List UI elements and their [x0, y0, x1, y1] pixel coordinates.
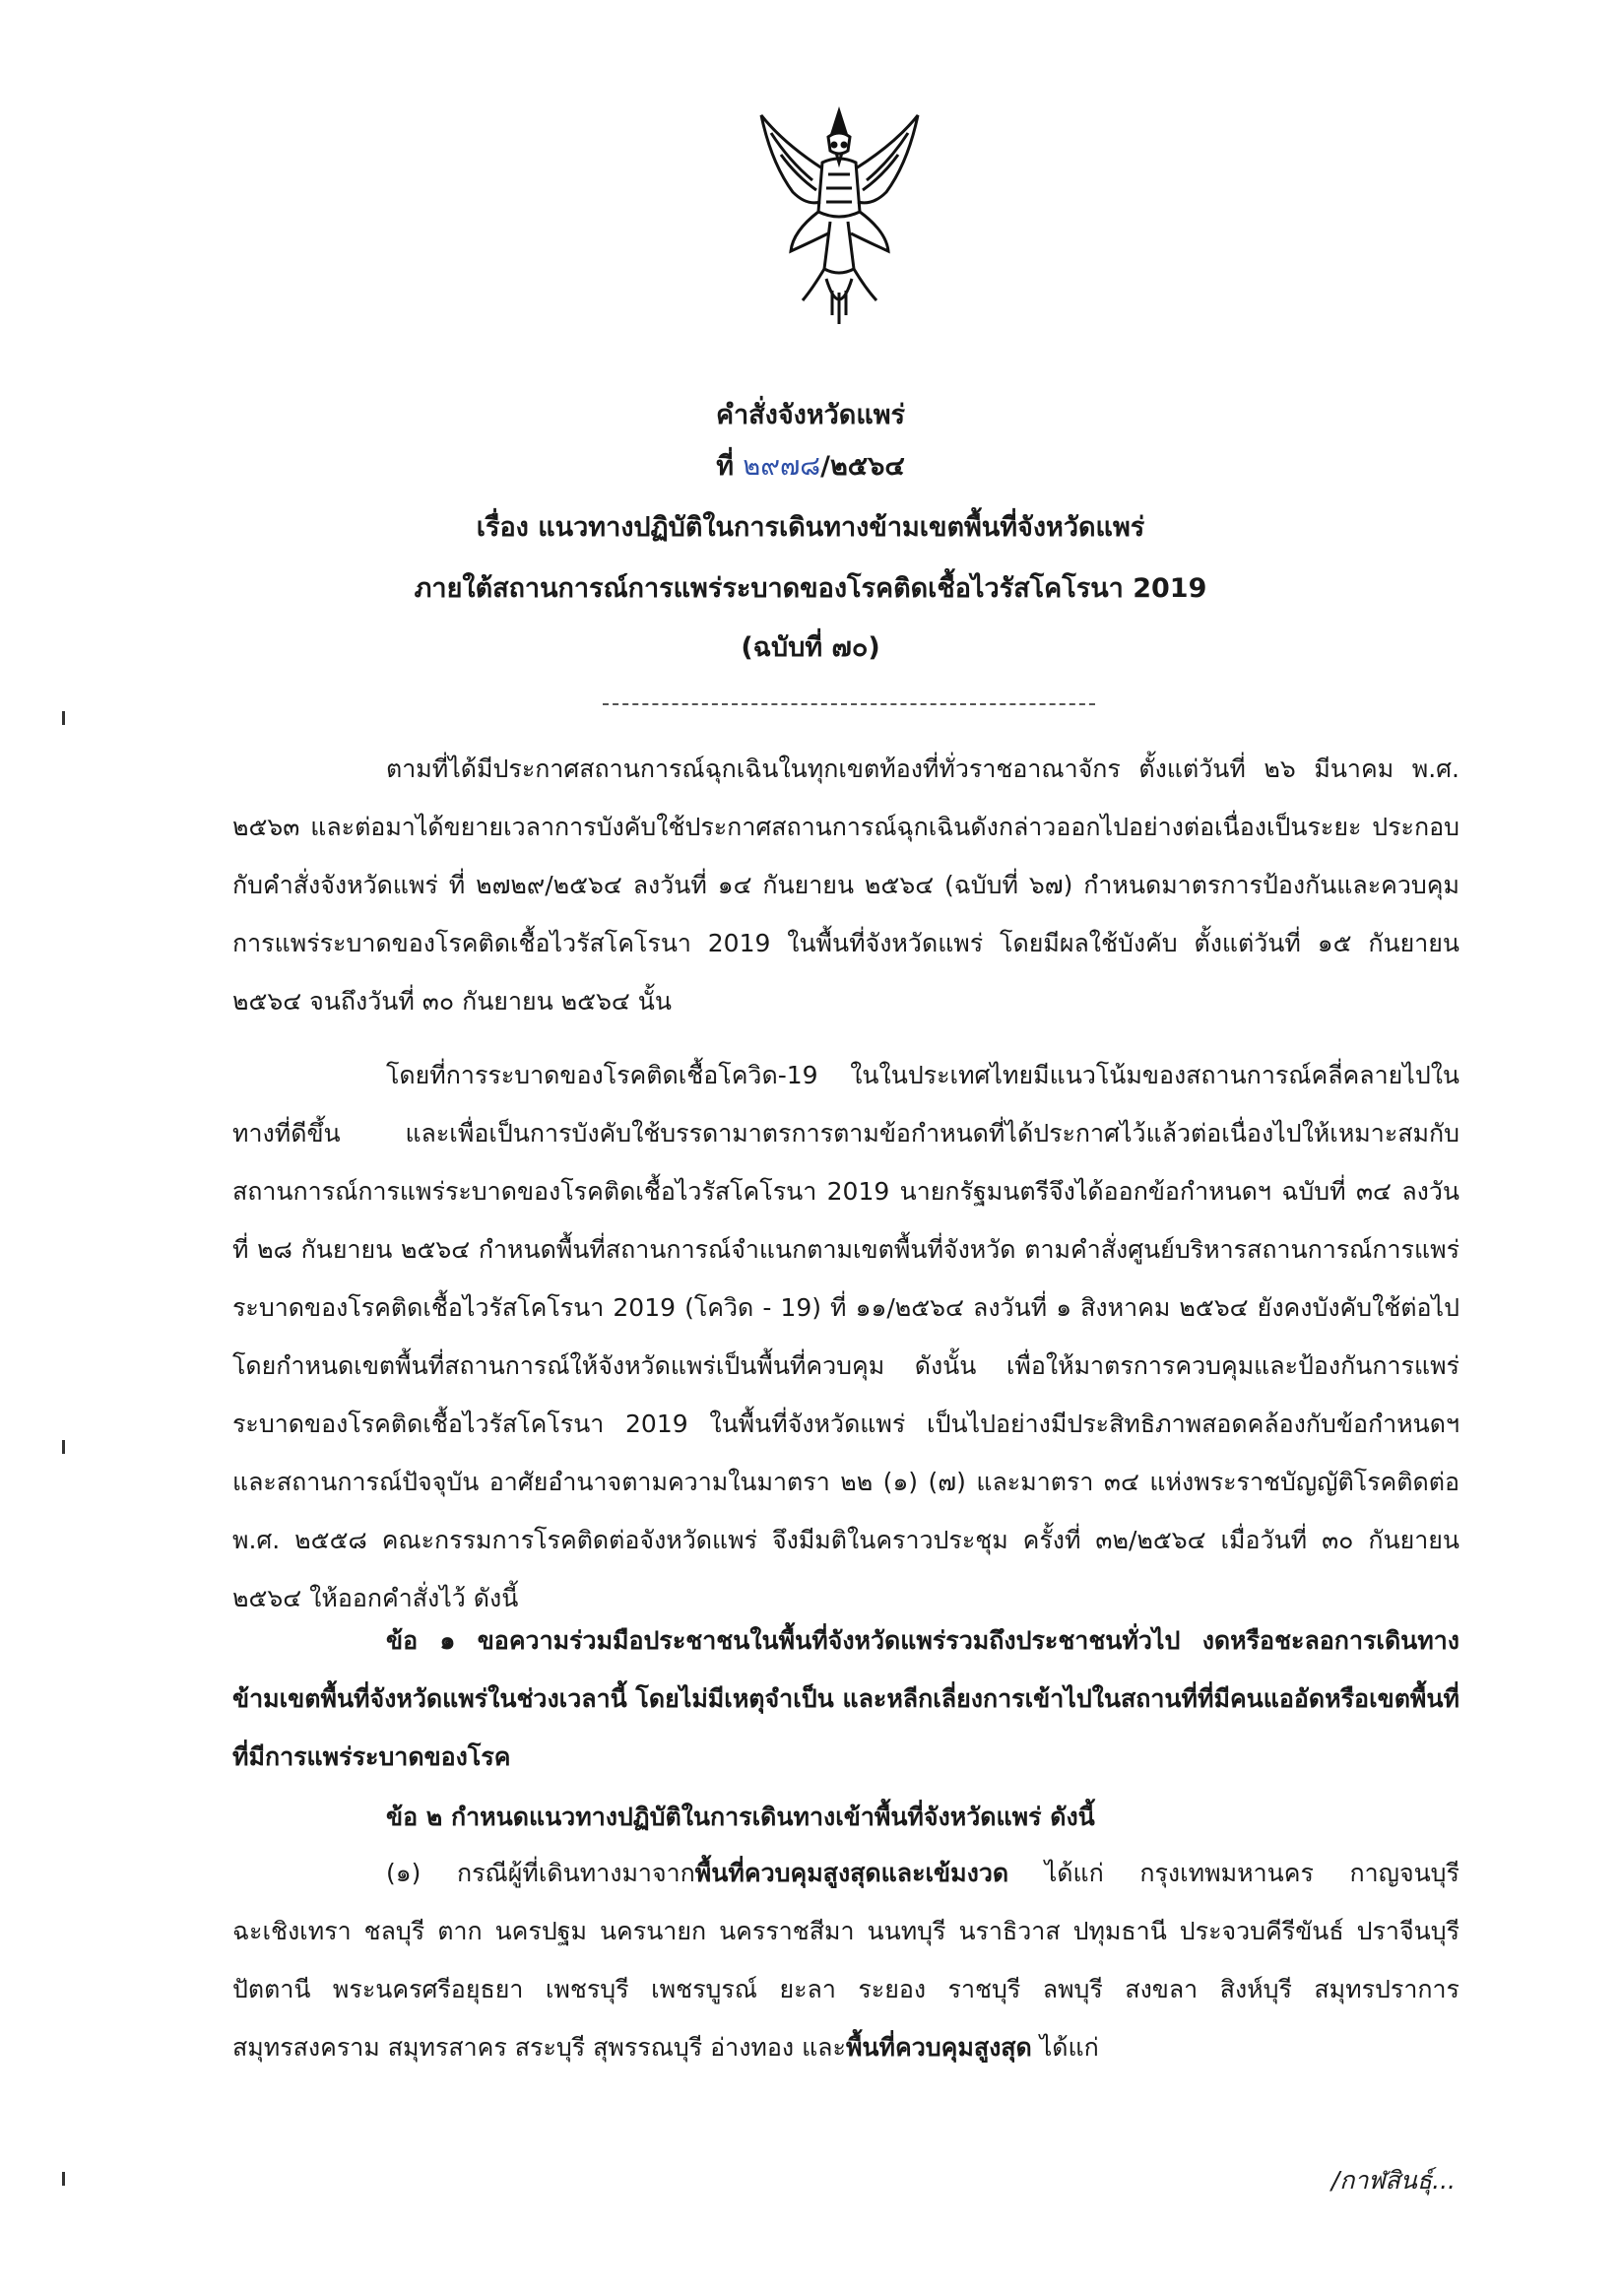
document-title: คำสั่งจังหวัดแพร่ [715, 400, 906, 430]
clause-2-item-1-text-d: พื้นที่ควบคุมสูงสุด [845, 2033, 1032, 2062]
clause-2-item-1-text-e: ได้แก่ [1031, 2033, 1099, 2062]
clause-2-item-1-text-c: ได้แก่ กรุงเทพมหานคร กาญจนบุรี ฉะเชิงเทรา ชลบุรี ตาก นครปฐม นครนายก นครราชสีมา นนทบุรี นราธิวาส ปทุมธานี ประจวบคีรีขันธ์ ปราจีนบุรี ปัตตานี พระนครศรีอยุธยา เพชรบุรี เพชรบูรณ์ ยะลา ระยอง ราชบุรี ลพบุรี สงขลา สิงห์บุรี สมุทรปราการ สมุทรสงคราม สมุทรสาคร สระบุรี สุพรรณบุรี อ่างทอง และ [232, 1859, 1459, 2062]
garuda-emblem-icon [753, 103, 926, 330]
margin-mark [62, 1440, 65, 1454]
order-number-suffix: /๒๕๖๔ [820, 451, 905, 482]
subject-line-2: ภายใต้สถานการณ์การแพร่ระบาดของโรคติดเชื้อไวรัสโคโรนา 2019 [414, 573, 1207, 604]
clause-2-item-1 [232, 1844, 1459, 2076]
header-divider [603, 703, 1095, 705]
page-continuation: /กาฬสินธุ์... [1330, 2166, 1456, 2195]
order-number-handwritten: ๒๙๗๘ [743, 451, 821, 482]
order-number [0, 449, 1621, 485]
margin-mark [62, 2172, 65, 2186]
order-number-prefix: ที่ [716, 451, 744, 482]
paragraph-2: โดยที่การระบาดของโรคติดเชื้อโควิด-19 ในในประเทศไทยมีแนวโน้มของสถานการณ์คลี่คลายไปในทางที่ดีขึ้น และเพื่อเป็นการบังคับใช้บรรดามาตรการตามข้อกำหนดที่ได้ประกาศไว้แล้วต่อเนื่องไปให้เหมาะสมกับสถานการณ์การแพร่ระบาดของโรคติดเชื้อไวรัสโคโรนา 2019 นายกรัฐมนตรีจึงได้ออกข้อกำหนดฯ ฉบับที่ ๓๔ ลงวันที่ ๒๘ กันยายน ๒๕๖๔ กำหนดพื้นที่สถานการณ์จำแนกตามเขตพื้นที่จังหวัด ตามคำสั่งศูนย์บริหารสถานการณ์การแพร่ระบาดของโรคติดเชื้อไวรัสโคโรนา 2019 (โควิด - 19) ที่ ๑๑/๒๕๖๔ ลงวันที่ ๑ สิงหาคม ๒๕๖๔ ยังคงบังคับใช้ต่อไป โดยกำหนดเขตพื้นที่สถานการณ์ให้จังหวัดแพร่เป็นพื้นที่ควบคุม ดังนั้น เพื่อให้มาตรการควบคุมและป้องกันการแพร่ระบาดของโรคติดเชื้อไวรัสโคโรนา 2019 ในพื้นที่จังหวัดแพร่ เป็นไปอย่างมีประสิทธิภาพสอดคล้องกับข้อกำหนดฯ และสถานการณ์ปัจจุบัน อาศัยอำนาจตามความในมาตรา ๒๒ (๑) (๗) และมาตรา ๓๔ แห่งพระราชบัญญัติโรคติดต่อ พ.ศ. ๒๕๕๘ คณะกรรมการโรคติดต่อจังหวัดแพร่ จึงมีมติในคราวประชุม ครั้งที่ ๓๒/๒๕๖๔ เมื่อวันที่ ๓๐ กันยายน ๒๕๖๔ ให้ออกคำสั่งไว้ ดังนี้ [232, 1061, 1459, 1612]
clause-2-item-1-text-b: พื้นที่ควบคุมสูงสุดและเข้มงวด [694, 1859, 1009, 1887]
subject-line-1: เรื่อง แนวทางปฏิบัติในการเดินทางข้ามเขตพื้นที่จังหวัดแพร่ [476, 512, 1145, 543]
paragraph-1: ตามที่ได้มีประกาศสถานการณ์ฉุกเฉินในทุกเขตท้องที่ทั่วราชอาณาจักร ตั้งแต่วันที่ ๒๖ มีนาคม พ.ศ. ๒๕๖๓ และต่อมาได้ขยายเวลาการบังคับใช้ประกาศสถานการณ์ฉุกเฉินดังกล่าวออกไปอย่างต่อเนื่องเป็นระยะ ประกอบกับคำสั่งจังหวัดแพร่ ที่ ๒๗๒๙/๒๕๖๔ ลงวันที่ ๑๔ กันยายน ๒๕๖๔ (ฉบับที่ ๖๗) กำหนดมาตรการป้องกันและควบคุมการแพร่ระบาดของโรคติดเชื้อไวรัสโคโรนา 2019 ในพื้นที่จังหวัดแพร่ โดยมีผลใช้บังคับ ตั้งแต่วันที่ ๑๕ กันยายน ๒๕๖๔ จนถึงวันที่ ๓๐ กันยายน ๒๕๖๔ นั้น [232, 754, 1459, 1016]
edition-label: (ฉบับที่ ๗๐) [741, 632, 880, 663]
margin-mark [62, 711, 65, 725]
clause-2-item-1-text-a: (๑) กรณีผู้ที่เดินทางมาจาก [386, 1859, 695, 1887]
clause-1: ข้อ ๑ ขอความร่วมมือประชาชนในพื้นที่จังหวัดแพร่รวมถึงประชาชนทั่วไป งดหรือชะลอการเดินทางข้ามเขตพื้นที่จังหวัดแพร่ในช่วงเวลานี้ โดยไม่มีเหตุจำเป็น และหลีกเลี่ยงการเข้าไปในสถานที่ที่มีคนแออัดหรือเขตพื้นที่ที่มีการแพร่ระบาดของโรค [232, 1626, 1459, 1771]
clause-2: ข้อ ๒ กำหนดแนวทางปฏิบัติในการเดินทางเข้าพื้นที่จังหวัดแพร่ ดังนี้ [386, 1803, 1095, 1831]
